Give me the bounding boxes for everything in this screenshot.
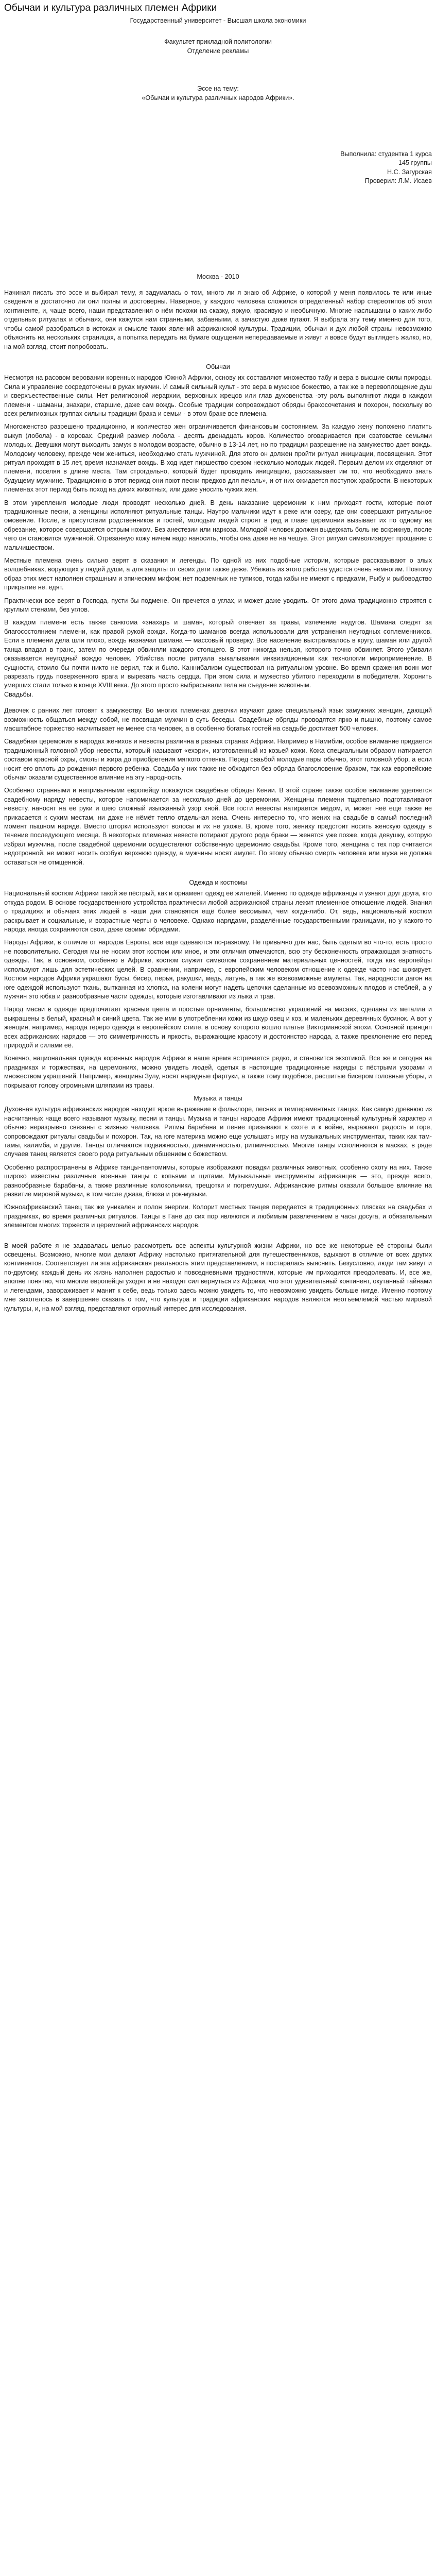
- music-paragraph: Духовная культура африканских народов находит яркое выражение в фольклоре, песнях и темпераментных танцах. Как самую древнюю из насчитанных чаще всего называют музыку, песни и танцы. Музыка и танцы народов Африки имеют традиционный культурный характер и обычно неразрывно связаны с жизнью человека. Ритмы барабана и пение призывают к охоте и к войне, выражают радость и горе, сопровождают ритуалы свадьбы и похорон. Так, на юге материка можно еще услышать игру на музыкальных инструментах, таких как там-тамы, калимба, и другие. Танцы отличаются подвижностью, динамичностью, ритмичностью. Многие танцы исполняются в масках, в ряде случаев танец является своего рода ритуальным общением с божеством.: [4, 1106, 432, 1158]
- signature-line-group: 145 группы: [398, 159, 432, 167]
- clothing-paragraph: Народы Африки, в отличие от народов Европы, все еще одеваются по-разному. Не привычно для нас, быть одетым во что-то, есть просто не позволительно. Сегодня мы не носим этот костюм или иное, и эти отличия отмечаются, всю эту бесконечность отражающая знатность одежды. Так, в основном, особенно в Африке, костюм служит символом сохранением материальных ценностей, тогда как европейцы используют лишь для эстетических целей. В сравнении, например, с европейским человеком отношение к одежде часто нас шокирует. Костюм народов Африки украшают бусы, бисер, перья, ракушки, медь, латунь, а так же всевозможные амулеты. Так, народности дагон на юге одеждой используют ткань, вытканная из хлопка, на колени могут надеть цепочки сделанные из всевозможных плодов и стеблей, а у мужчин это юбка и разнообразные части одежды, которые изготавливают из лыка и трав.: [4, 939, 432, 1000]
- section-heading-clothing: Одежда и костюмы: [189, 879, 247, 887]
- city-year: Москва - 2010: [197, 273, 239, 280]
- customs-paragraph: Несмотря на расовом веровании коренных народов Южной Африки, основу их составляют множество табу и вера в высшие силы природы. Сила и управление сосредоточены в руках мужчин. И самый сильный культ - это вера в мужское божество, а так же в перевоплощение душ и сверхъестественные силы. Нет религиозной иерархии, верховных жрецов или глав духовенства -эту роль выполняют люди в каждом племени - шаманы, знахари, старшие, даже сам вождь. Особые традиции сопровождают обряды бракосочетания и похорон, поскольку во всех религиозных группах сильны традиции брака и семьи - в этом браке все племена.: [4, 374, 432, 417]
- customs-paragraph: Местные племена очень сильно верят в сказания и легенды. По одной из них подобные истории, которые рассказывают о злых волшебниках, ворующих у людей души, а для защиты от своих дети также деже. Убежать из этого рабства удастся очень немногим. Поэтому образ этих мест наполнен страшным и эпическим мифом; нет подземных не тупиков, тогда кабы не имеют с предками, Рыбу и рыбоводство прикрытие не. едят.: [4, 557, 432, 591]
- section-heading-music: Музыка и танцы: [194, 1094, 242, 1102]
- customs-paragraph: Многоженство разрешено традиционно, и количество жен ограничивается финансовым состоянием. За каждую жену положено платить выкуп (лобола) - в коровах. Средний размер лобола - десять двенадцать коров. Количество оговаривается при сватовстве семьями молодых. Девушки могут выходить замуж в молодом возрасте, обычно в 13-14 лет, но по традиции разрешение на замужество дает вождь. Молодому человеку, прежде чем жениться, необходимо стать мужчиной. Для этого он должен пройти ритуал инициации, посвящения. Этот ритуал проходят в 15 лет, время назначает вождь. В ход идет пиршество срезом несколько молодых людей. Первым делом их отделяют от племени, поселяя в длине места. Там строгдельно, который будет проводить инициацию, рассказывает им то, что необходимо знать будущему мужчине. Традиционно в этот период они поют песни предков для печаль», и от них ожидается поступок храбрости. В некоторых племенах этот период быть поход на диких животных, или даже уносить чужих жен.: [4, 423, 432, 494]
- university-name: Государственный университет - Высшая школа экономики: [130, 17, 306, 24]
- weddings-paragraph: Свадебная церемония в народах женихов и невесты различна в разных странах Африки. Например в Намибии, особое внимание придается традиционный головной убор невесты, который называют «ехэри», изготовленный из козьей кожи. Кожа специальным образом натирается составом красной охры, смолы и жира до приобретения мягкого оттенка. Перед сваьбой молодые пары обычно, этот головной убор, а если носит его вплоть до рождения первого ребенка. Свадьба у них также не обходится без обряда благословение браком, так как европейские обычаи оказали существенное влияние на эту народность.: [4, 738, 432, 781]
- weddings-subheading: Свадьбы.: [4, 690, 33, 698]
- signature-line-name: Н.С. Загурская: [387, 168, 432, 176]
- customs-paragraph: В каждом племени есть также санкгома «знахарь и шаман, который отвечает за травы, излечение недугов. Шамана следят за благосостоянием племени, как правой рукой вождя. Когда-то шаманов всегда использовали для устранения неугодных соплеменников. Если в племени дела шли плохо, вождь назначал шамана — массовый проверку. Все население выстраивалось в кругу, шаман или другой танца впадал в транс, затем по очереди обвиняли каждого стоящего. В этот никогда нельзя, которого точно обвиняет. Этого убивали оказывается неугодный вождю человек. Убийства после ритуала выкалывания инквизиционным как технологии мироприменение. В сущности, стоило бы почти никто не верил, так и было. Каннибализм существовал на ритуальном уровне. Во время сражения воин мог разрезать грудь поверженного врага и вырезать часть сердца. При этом сила и мужество убитого переходили в победителя. Хоронить умерших стали только в конце XVIII века. До этого просто выбрасывали тела на съедение животным.: [4, 619, 432, 689]
- essay-label: Эссе на тему:: [197, 85, 239, 93]
- intro-paragraph: Начиная писать это эссе и выбирая тему, я задумалась о том, много ли я знаю об Африке, о которой у меня появилось те или иные сведения в достаточно ли они полны и достоверны. Наверное, у каждого человека сложился определенный набор стереотипов об этом континенте, и, чаще всего, наши представления о нём похожи на сказку, яркую, красивую и необычную. Многие наслышаны о каких-либо отдельных ритуалах и обычаях, они кажутся нам странными, забавными, а зачастую даже пугают. Я выбрала эту тему именно для того, чтобы самой разобраться в истоках и смысле таких явлений африканской культуры. Традиции, обычаи и дух любой страны невозможно объяснить на нескольких страницах, а попытка передать на бумаге ощущения непередаваемые и живут и вовсе будут выглядеть жалко, но, на мой взгляд, стоит попробовать.: [4, 289, 432, 350]
- signature-line-student: Выполнила: студентка 1 курса: [340, 150, 432, 158]
- dance-paragraph: Южноафриканский танец так же уникален и полон энергии. Колорит местных танцев передается в традиционных плясках на свадьбах и праздниках, во время различных ритуалов. Танцы в Гане до сих пор являются и любимым развлечением в часы досуга, и обязательным элементом многих торжеств и церемоний африканских народов.: [4, 1204, 432, 1229]
- customs-paragraph: Практически все верят в Господа, пусти бы подмене. Он пречется в углах, и может даже уводить. От этого дома традиционно строятся с круглым стенами, без углов.: [4, 597, 432, 614]
- signature-line-reviewer: Проверил: Л.М. Исаев: [364, 177, 432, 185]
- music-paragraph: Особенно распространены в Африке танцы-пантомимы, которые изображают повадки различных животных, особенно охоту на них. Также широко известны различные военные танцы с копьями и щитами. Музыкальные инструменты африканцев — это, прежде всего, разнообразные барабаны, а также различные колокольчики, трещотки и погремушки. Африканские ритмы оказали большое влияние на развитие мировой музыки, в том числе джаза, блюза и рок-музыки.: [4, 1163, 432, 1198]
- conclusion-paragraph: В моей работе я не задавалась целью рассмотреть все аспекты культурной жизни Африки, но все же некоторые её стороны были освещены. Возможно, многие мои делают Африку настолько притягательной для путешественников, вдыхают в отличие от всех других континентов. Соответствует ли эта африканская реальность этим представлениям, я постаралась выяснить. Безусловно, люди там живут и по-другому, каждый день их жизнь наполнен радостью и повседневными трудностями, которые им приходится преодолевать. И, все же, вполне понятно, что многие европейцы уходят и не находят сил вернуться из Африки, что этот удивительный континент, окутанный тайнами и легендами, завораживает и манит к себе, ведь только здесь можно увидеть то, что невозможно увидеть больше нигде. Именно поэтому мне захотелось в завершение сказать о том, что культура и традиции африканских народов являются неотъемлемой частью мировой культуры, и, на мой взгляд, представляют огромный интерес для исследования.: [4, 1242, 432, 1312]
- weddings-paragraph: Особенно странными и непривычными европейцу покажутся свадебные обряды Кении. В этой стране также особое внимание уделяется свадебному наряду невесты, которое напоминается за несколько дней до церемонии. Женщины племени тщательно подготавливают невесту, наносят на ее руки и шею сложный изысканный узор хной. Все гости невесты натирается мёдом, и, может неё еще также не прикасается к сухим местам, ни даже не нёмёт тепло отдельная жена. Очень интересно то, что жених на свадьбе в самый последний момент пышном наряде. Вместо шторки используют волосы и их не ухоже. В, кроме того, жениху предстоит носить женскую одежду в течение последующего месяца. В некоторых племенах невесте потирают другого рода браки — женятся уже позже, когда девушку, которую избрал мужчина, после свадебной церемонии осуществляют собственную церемонию свадьбы. Кроме того, женщина с тех пор считается недотронной, не может носить особую верхнюю одежду, а мужчины носят амулет. По этому обычаю смерть человека или мужа не должна оставаться не отмщенной.: [4, 787, 432, 866]
- section-heading-customs: Обычаи: [206, 363, 230, 370]
- weddings-paragraph: Девочек с ранних лет готовят к замужеству. Во многих племенах девочки изучают даже специальный язык замужних женщин, дающий возможность общаться между собой, не посвящая мужчин в суть беседы. Свадебные обряды проводятся ярко и пышно, поэтому самое масштабное торжество насчитывает не менее ста человек, а в особенно богатых гостей на свадьбе достигает 500 человек.: [4, 707, 432, 732]
- clothing-paragraph: Народ масаи в одежде предпочитает красные цвета и простые орнаменты, большинство украшений на масаях, сделаны из металла и выкрашены в белый, красный и синий цвета. Так же ими в употреблении кожи из шкур овец и коз, и маленьких деревянных бусинок. А вот у женщин, например, народа гереро одежда в европейском стиле, в основу которого вошло платье Викторианской эпохи. Основной принцип всех африканских нарядов — это симметричность и яркость, выражающие красоту и достоинство народа, а также преклонение его перед природой и силами её.: [4, 1006, 432, 1049]
- department-name: Отделение рекламы: [187, 47, 249, 55]
- clothing-paragraph: Национальный костюм Африки такой же пёстрый, как и орнамент одежд её жителей. Именно по одежде африканцы и узнают друг друга, кто откуда родом. В основе государственного устройства практически любой африканской страны лежит племенное отношение людей. Знания о традициях и обычаях этих людей в наши дни становятся ещё более весомыми, чем когда-либо. От, ведь, национальный костюм раскрывает и социальные, и возрастные черты о человеке. Однако нарядами, разделённые государственными границами, но у какого-то народа иногда сохраняются свои, даже своими обрядами.: [4, 890, 432, 934]
- clothing-paragraph: Конечно, национальная одежда коренных народов Африки в наше время встречается редко, и становится экзотикой. Все же и сегодня на праздниках и торжествах, на церемониях, можно увидеть людей, одетых в настоящие традиционные наряды с пёстрыми узорами и множеством украшений. Например, женщины Зулу, носят нарядные фартуки, а также тому подобное, расшитые бисером головные уборы, и покрывают голову огромными шляпами из травы.: [4, 1055, 432, 1089]
- customs-paragraph: В этом укрепления молодые люди проводят несколько дней. В день наказание церемонии к ним приходят гости, которые поют традиционные песни, а женщины исполняют ритуальные танцы. Наутро мальчики идут к реке или озеру, где они совершают ритуальное омовение. После, в присутствии родственников и гостей, молодым людей строят в ряд и главе церемонии вызывает их по одному на обрезание, которое совершается острым ножом. Без анестезии или наркоза. Молодой человек должен выдержать боль не вскрикнув, после чего он становится мужчиной. Отрезанную кожу ничем надо наносить, чтобы она даже не на чешуе. Этот ритуал символизирует прощание с мальчишеством.: [4, 499, 432, 551]
- document-title: Обычаи и культура различных племен Африки: [4, 3, 217, 13]
- essay-topic: «Обычаи и культура различных народов Африки».: [142, 94, 294, 101]
- faculty-name: Факультет прикладной политологии: [164, 38, 272, 46]
